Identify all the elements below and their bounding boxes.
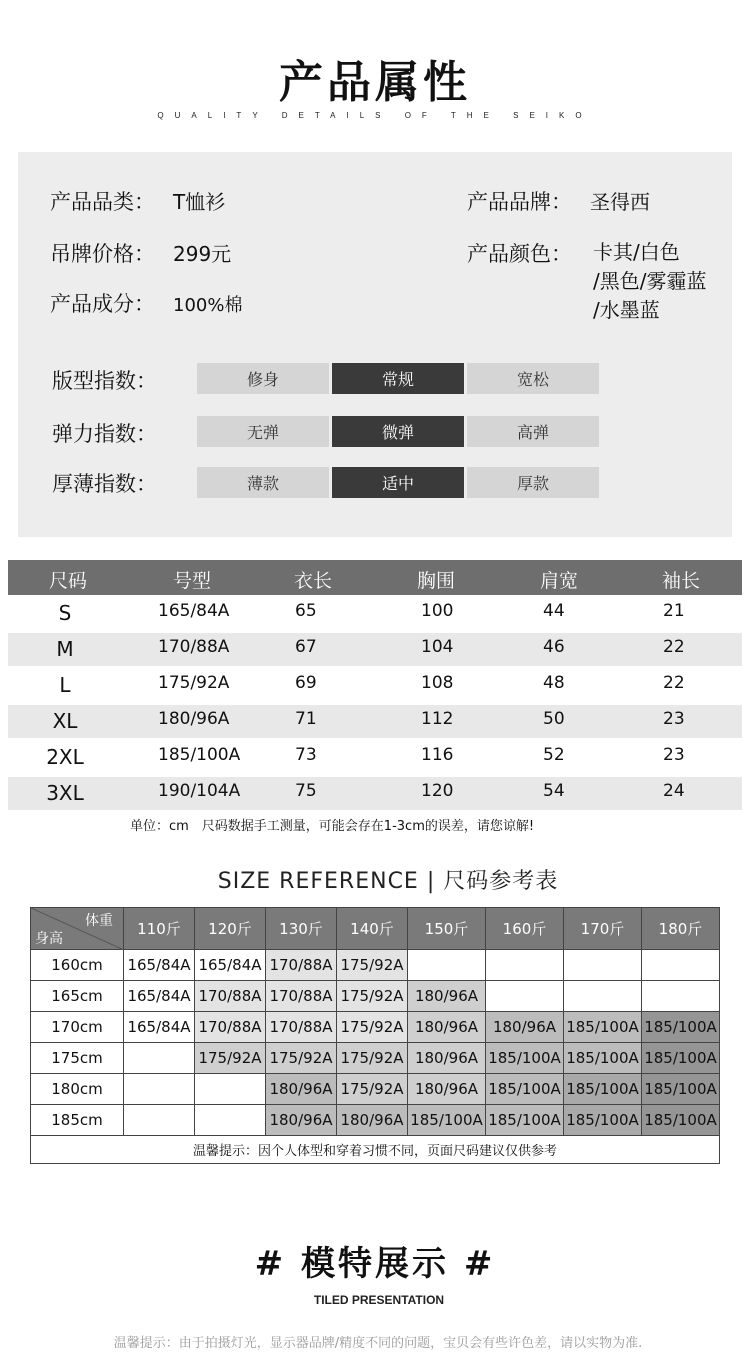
corner-weight-label: 体重 — [85, 913, 113, 929]
size-reference-header-row — [31, 908, 720, 950]
page-title: 产品属性 — [279, 57, 471, 108]
size-row — [8, 633, 742, 666]
size-cell: 54 — [543, 781, 565, 801]
attr-color-value — [593, 238, 706, 325]
model-section-subtitle: TILED PRESENTATION — [313, 1293, 445, 1307]
color-disclaimer: 温馨提示：由于拍摄灯光，显示器品牌/精度不同的问题，宝贝会有些许色差，请以实物为准. — [113, 1336, 643, 1351]
size-reference-corner — [31, 908, 124, 950]
size-row — [8, 705, 742, 738]
height-cell: 170cm — [31, 1012, 124, 1043]
reference-cell: 175/92A — [195, 1043, 266, 1074]
size-cell: 23 — [663, 709, 685, 729]
weight-header: 140斤 — [337, 908, 408, 950]
size-cell: 23 — [663, 745, 685, 765]
reference-cell: 175/92A — [266, 1043, 337, 1074]
size-cell: 165/84A — [158, 601, 230, 621]
size-cell: 175/92A — [158, 673, 230, 693]
thickness-option-thick: 厚款 — [467, 467, 599, 498]
attr-brand — [467, 186, 650, 216]
size-cell: 48 — [543, 673, 565, 693]
size-cell: 71 — [295, 709, 317, 729]
attr-brand-label: 产品品牌： — [467, 190, 572, 214]
attr-price — [50, 238, 231, 268]
reference-cell: 180/96A — [337, 1105, 408, 1136]
reference-cell: 175/92A — [337, 950, 408, 981]
size-table-header — [8, 560, 742, 595]
reference-cell: 180/96A — [408, 981, 486, 1012]
size-cell: 104 — [421, 637, 454, 657]
reference-cell: 185/100A — [486, 1074, 564, 1105]
reference-cell: 170/88A — [195, 1012, 266, 1043]
fit-index-label: 版型指数： — [52, 369, 157, 393]
size-cell: 180/96A — [158, 709, 230, 729]
attr-category — [50, 186, 225, 216]
size-cell: 46 — [543, 637, 565, 657]
size-cell: 22 — [663, 673, 685, 693]
reference-cell: 175/92A — [337, 1043, 408, 1074]
stretch-option-slight: 微弹 — [332, 416, 464, 447]
reference-cell: 180/96A — [486, 1012, 564, 1043]
size-reference-table — [30, 907, 720, 1164]
reference-cell: 175/92A — [337, 981, 408, 1012]
reference-cell — [195, 1074, 266, 1105]
reference-cell — [564, 950, 642, 981]
weight-header: 180斤 — [642, 908, 720, 950]
reference-cell: 180/96A — [408, 1074, 486, 1105]
attr-material — [50, 288, 242, 318]
reference-cell: 180/96A — [266, 1105, 337, 1136]
reference-cell: 185/100A — [564, 1043, 642, 1074]
reference-cell: 185/100A — [642, 1012, 720, 1043]
size-cell: L — [59, 673, 71, 697]
reference-cell: 175/92A — [337, 1074, 408, 1105]
size-row — [8, 777, 742, 810]
size-cell: 170/88A — [158, 637, 230, 657]
reference-cell — [408, 950, 486, 981]
size-cell: 2XL — [46, 745, 84, 769]
size-header-cell: 号型 — [172, 570, 212, 592]
height-cell: 160cm — [31, 950, 124, 981]
size-cell: 108 — [421, 673, 454, 693]
size-reference-row — [31, 950, 720, 981]
size-cell: 24 — [663, 781, 685, 801]
size-header-cell: 肩宽 — [539, 570, 579, 592]
weight-header: 110斤 — [124, 908, 195, 950]
thickness-option-medium: 适中 — [332, 467, 464, 498]
color-line: 卡其/白色 — [593, 240, 680, 264]
size-cell: 21 — [663, 601, 685, 621]
model-section-title: # 模特展示 # — [254, 1244, 496, 1284]
size-reference-row — [31, 981, 720, 1012]
color-line: /黑色/雾霾蓝 — [593, 269, 707, 293]
height-cell: 185cm — [31, 1105, 124, 1136]
reference-cell: 165/84A — [195, 950, 266, 981]
reference-cell: 185/100A — [564, 1074, 642, 1105]
attr-category-value: T恤衫 — [173, 190, 226, 214]
fit-option-slim: 修身 — [197, 363, 329, 394]
reference-cell: 170/88A — [195, 981, 266, 1012]
size-cell: 112 — [421, 709, 454, 729]
size-header-cell: 袖长 — [661, 570, 701, 592]
size-cell: 75 — [295, 781, 317, 801]
size-cell: 67 — [295, 637, 317, 657]
color-line: /水墨蓝 — [593, 298, 660, 322]
reference-cell: 185/100A — [642, 1105, 720, 1136]
thickness-option-thin: 薄款 — [197, 467, 329, 498]
size-cell: 120 — [421, 781, 454, 801]
reference-cell: 170/88A — [266, 981, 337, 1012]
page-subtitle: QUALITY DETAILS OF THE SEIKO — [157, 111, 593, 120]
reference-cell — [486, 950, 564, 981]
stretch-option-high: 高弹 — [467, 416, 599, 447]
size-row — [8, 669, 742, 702]
size-cell: M — [56, 637, 74, 661]
reference-cell: 185/100A — [408, 1105, 486, 1136]
size-cell: 190/104A — [158, 781, 241, 801]
reference-cell: 180/96A — [408, 1012, 486, 1043]
attr-brand-value: 圣得西 — [590, 190, 650, 214]
reference-cell: 185/100A — [486, 1105, 564, 1136]
fit-option-loose: 宽松 — [467, 363, 599, 394]
size-cell: XL — [52, 709, 78, 733]
reference-cell: 185/100A — [486, 1043, 564, 1074]
size-reference-note: 温馨提示：因个人体型和穿着习惯不同，页面尺码建议仅供参考 — [31, 1136, 720, 1164]
size-cell: S — [58, 601, 72, 625]
height-cell: 165cm — [31, 981, 124, 1012]
attr-category-label: 产品品类： — [50, 190, 155, 214]
thickness-index-label: 厚薄指数： — [52, 472, 157, 496]
reference-cell — [642, 950, 720, 981]
size-cell: 22 — [663, 637, 685, 657]
reference-cell: 180/96A — [266, 1074, 337, 1105]
corner-height-label: 身高 — [35, 931, 63, 947]
attr-price-label: 吊牌价格： — [50, 242, 155, 266]
reference-cell — [642, 981, 720, 1012]
attr-material-value: 100%棉 — [173, 295, 243, 316]
fit-option-regular: 常规 — [332, 363, 464, 394]
size-reference-row — [31, 1105, 720, 1136]
size-cell: 185/100A — [158, 745, 241, 765]
reference-cell — [486, 981, 564, 1012]
reference-cell — [195, 1105, 266, 1136]
stretch-index-label: 弹力指数： — [52, 422, 157, 446]
size-cell: 116 — [421, 745, 454, 765]
reference-cell: 185/100A — [642, 1074, 720, 1105]
size-cell: 50 — [543, 709, 565, 729]
reference-cell: 165/84A — [124, 950, 195, 981]
weight-header: 170斤 — [564, 908, 642, 950]
size-row — [8, 741, 742, 774]
size-cell: 69 — [295, 673, 317, 693]
reference-cell: 175/92A — [337, 1012, 408, 1043]
attr-color-label: 产品颜色： — [467, 242, 572, 266]
weight-header: 120斤 — [195, 908, 266, 950]
size-header-cell: 尺码 — [48, 570, 88, 592]
weight-header: 130斤 — [266, 908, 337, 950]
reference-cell: 185/100A — [642, 1043, 720, 1074]
size-reference-row — [31, 1074, 720, 1105]
reference-cell — [124, 1043, 195, 1074]
height-cell: 175cm — [31, 1043, 124, 1074]
reference-cell: 180/96A — [408, 1043, 486, 1074]
attr-price-value: 299元 — [173, 242, 232, 266]
size-cell: 3XL — [46, 781, 84, 805]
reference-cell: 170/88A — [266, 950, 337, 981]
weight-header: 160斤 — [486, 908, 564, 950]
stretch-option-none: 无弹 — [197, 416, 329, 447]
size-header-cell: 衣长 — [293, 570, 333, 592]
reference-cell: 165/84A — [124, 981, 195, 1012]
size-reference-note-row — [31, 1136, 720, 1164]
reference-cell: 170/88A — [266, 1012, 337, 1043]
size-table-note: 单位：cm 尺码数据手工测量，可能会存在1-3cm的误差，请您谅解! — [130, 819, 535, 834]
size-reference-row — [31, 1043, 720, 1074]
reference-cell — [124, 1105, 195, 1136]
size-reference-row — [31, 1012, 720, 1043]
reference-cell: 165/84A — [124, 1012, 195, 1043]
reference-cell — [564, 981, 642, 1012]
size-cell: 73 — [295, 745, 317, 765]
size-reference-title: SIZE REFERENCE | 尺码参考表 — [217, 869, 559, 894]
size-row — [8, 597, 742, 630]
reference-cell: 185/100A — [564, 1012, 642, 1043]
size-cell: 44 — [543, 601, 565, 621]
size-cell: 52 — [543, 745, 565, 765]
size-cell: 65 — [295, 601, 317, 621]
reference-cell — [124, 1074, 195, 1105]
size-cell: 100 — [421, 601, 454, 621]
weight-header: 150斤 — [408, 908, 486, 950]
size-header-cell: 胸围 — [416, 570, 456, 592]
reference-cell: 185/100A — [564, 1105, 642, 1136]
height-cell: 180cm — [31, 1074, 124, 1105]
attr-material-label: 产品成分： — [50, 292, 155, 316]
